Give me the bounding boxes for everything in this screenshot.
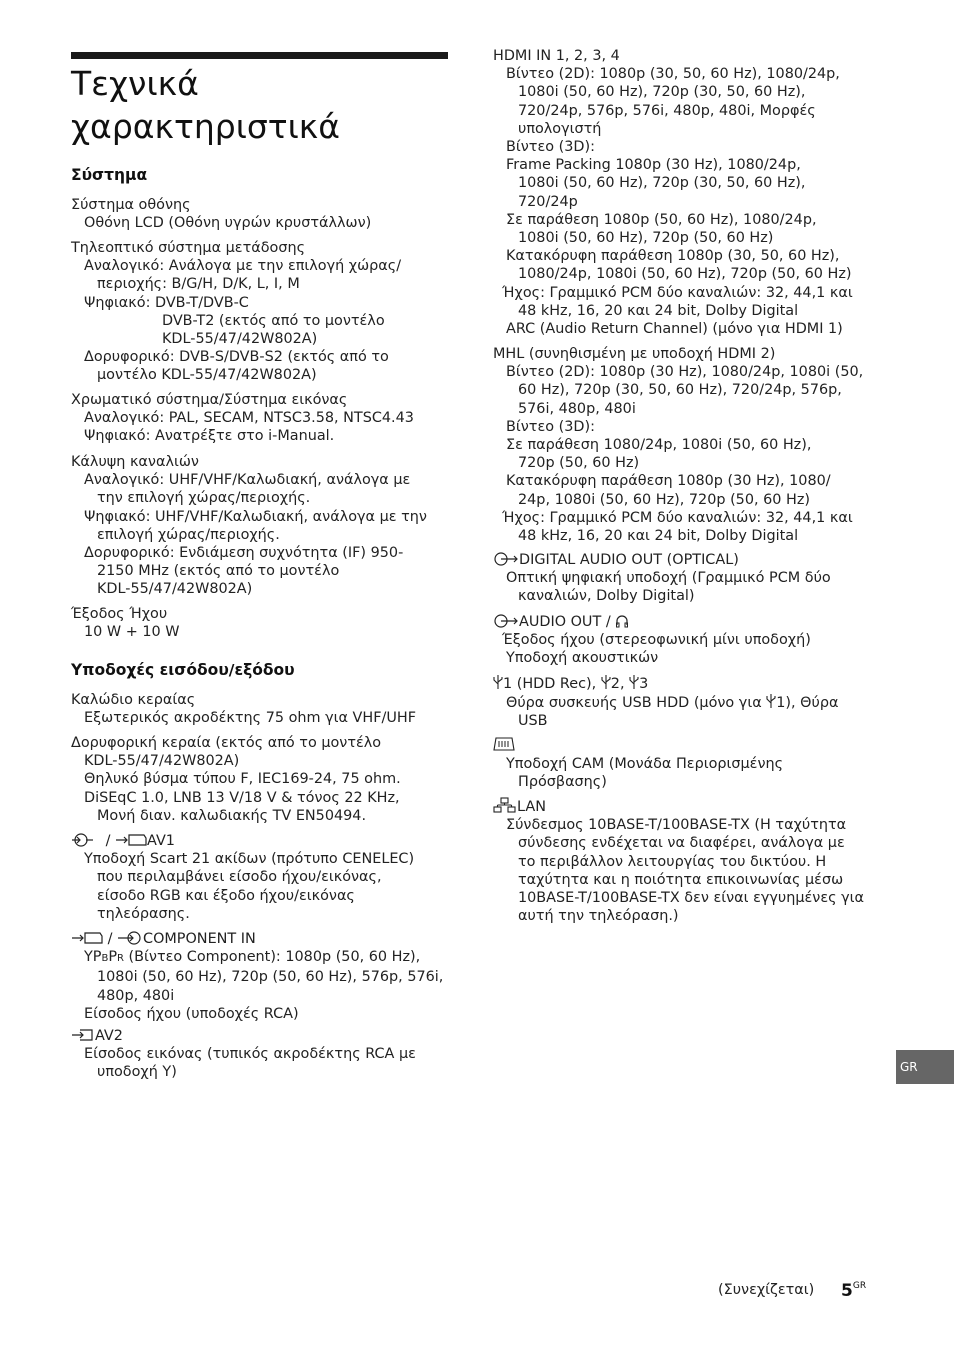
spec-line: Υποδοχή ακουστικών (506, 650, 659, 667)
usb-line-part: Θύρα συσκευής USB HDD (μόνο για (506, 695, 762, 712)
spec-line: Ήχος: Γραμμικό PCM δύο καναλιών: 32, 44,1 και (502, 284, 853, 301)
spec-line: 720p (50, 60 Hz) (518, 455, 640, 472)
spec-line: καναλιών, Dolby Digital) (518, 588, 695, 605)
spec-audio-out (493, 613, 873, 668)
spec-line: Αναλογικό: UHF/VHF/Καλωδιακή, ανάλογα με (84, 472, 411, 489)
spec-heading: Χρωματικό σύστημα/Σύστημα εικόνας (71, 392, 348, 408)
spec-line: Ψηφιακό: UHF/VHF/Καλωδιακή, ανάλογα με την (84, 508, 427, 525)
spec-line: 60 Hz), 720p (30, 50, 60 Hz), 720/24p, 576p, (518, 382, 842, 399)
spec-line: 10BASE-T/100BASE-TX δεν είναι εγγυημένες για (518, 890, 864, 907)
lan-label: LAN (517, 799, 546, 815)
spec-heading: / COMPONENT IN (71, 930, 451, 948)
spec-line: υποδοχή Y) (97, 1064, 177, 1081)
spec-line: Αναλογικό: Ανάλογα με την επιλογή χώρας/ (84, 258, 402, 275)
spec-heading: Έξοδος Ήχου (71, 606, 168, 622)
spec-line: Κατακόρυφη παράθεση 1080p (30, 50, 60 Hz), (506, 248, 840, 265)
spec-heading: HDMI IN 1, 2, 3, 4 (493, 48, 620, 64)
spec-line: την επιλογή χώρας/περιοχής. (97, 490, 311, 507)
spec-channel-coverage (71, 453, 451, 599)
spec-line: 1080i (50, 60 Hz), 720p (50, 60 Hz) (518, 230, 774, 247)
spec-heading: / AV1 (71, 832, 451, 850)
spec-heading: MHL (συνηθισμένη με υποδοχή HDMI 2) (493, 346, 776, 362)
usb-port-3: 3 (639, 676, 649, 692)
spec-display (71, 196, 451, 232)
spec-line: το περιβάλλον λειτουργίας του δικτύου. Η (518, 853, 827, 870)
page-number-suffix: GR (852, 1281, 867, 1291)
spec-line (71, 948, 451, 968)
spec-line: Ψηφιακό: Ανατρέξτε στο i-Manual. (84, 428, 335, 445)
spec-line: Δορυφορικό: Ενδιάμεση συχνότητα (IF) 950- (84, 545, 404, 562)
spec-line: Frame Packing 1080p (30 Hz), 1080/24p, (506, 157, 801, 174)
spec-line: 48 kHz, 16, 20 και 24 bit, Dolby Digital (518, 528, 799, 545)
spec-usb (493, 674, 873, 731)
spec-line: Αναλογικό: PAL, SECAM, NTSC3.58, NTSC4.43 (84, 410, 414, 427)
av2-label: AV2 (95, 1028, 123, 1044)
spec-line: επιλογή χώρας/περιοχής. (97, 526, 280, 543)
spec-heading (493, 551, 873, 569)
usb-icon (493, 674, 503, 690)
spec-line: 480p, 480i (97, 987, 175, 1004)
spec-line (493, 693, 873, 712)
spec-line: Σε παράθεση 1080/24p, 1080i (50, 60 Hz), (506, 437, 812, 454)
spec-line: Υποδοχή Scart 21 ακίδων (πρότυπο CENELEC) (84, 851, 415, 868)
spec-antenna (71, 691, 451, 727)
spec-line: KDL-55/47/42W802A) (162, 331, 318, 348)
comp-desc: (Βίντεο Component): 1080p (50, 60 Hz), (123, 949, 421, 966)
spec-line: Ψηφιακό: DVB-T/DVB-C (84, 294, 249, 311)
usb-icon (629, 674, 639, 690)
output-icon (493, 552, 519, 566)
spec-line: Μονή διαν. καλωδιακής TV EN50494. (97, 807, 367, 824)
page-number (841, 1281, 866, 1301)
output-icon (493, 614, 519, 628)
title-rule (71, 52, 448, 59)
spec-heading (493, 797, 873, 816)
spec-heading (71, 1027, 451, 1045)
comp-y: YP (84, 949, 102, 966)
comp-b: B (101, 953, 109, 965)
audio-out-label: AUDIO OUT / (519, 614, 611, 630)
spec-color-system (71, 391, 451, 446)
spec-line: 24p, 1080i (50, 60 Hz), 720p (50, 60 Hz) (518, 491, 811, 508)
section-io: Υποδοχές εισόδου/εξόδου (71, 661, 295, 679)
spec-audio-output (71, 605, 451, 641)
spec-satellite-antenna (71, 734, 451, 825)
spec-line: αυτή την τηλεόραση.) (518, 908, 679, 925)
input-icon (117, 931, 143, 945)
section-system: Σύστημα (71, 166, 148, 184)
continued-note: (Συνεχίζεται) (718, 1282, 815, 1298)
language-tab: GR (896, 1050, 954, 1084)
spec-line: USB (518, 713, 548, 730)
spec-line: Κατακόρυφη παράθεση 1080p (30 Hz), 1080/ (506, 473, 831, 490)
spec-line: Οπτική ψηφιακή υποδοχή (Γραμμικό PCM δύο (506, 570, 831, 587)
spec-tv-system (71, 239, 451, 385)
spec-value: Οθόνη LCD (Οθόνη υγρών κρυστάλλων) (84, 215, 372, 232)
spec-line: υπολογιστή (518, 120, 602, 137)
spec-line: 720/24p (518, 193, 578, 210)
spec-line: είσοδο RGB και έξοδο ήχου/εικόνας (97, 887, 355, 904)
usb-line-part: 1), Θύρα (776, 695, 839, 712)
spec-line: KDL-55/47/42W802A) (97, 581, 253, 598)
spec-line: 1080i (50, 60 Hz), 720p (30, 50, 60 Hz), (518, 84, 806, 101)
spec-line: τηλεόρασης. (97, 905, 190, 922)
spec-line: Δορυφορικό: DVB-S/DVB-S2 (εκτός από το (84, 349, 389, 366)
spec-line: 48 kHz, 16, 20 και 24 bit, Dolby Digital (518, 302, 799, 319)
spec-line: 1080i (50, 60 Hz), 720p (30, 50, 60 Hz), (518, 175, 806, 192)
cam-slot-icon (493, 736, 515, 752)
spec-digital-audio-out (493, 551, 873, 606)
spec-heading: Καλώδιο κεραίας (71, 692, 196, 708)
spec-line: Σύνδεσμος 10BASE-T/100BASE-TX (Η ταχύτητα (506, 817, 847, 834)
comp-r: R (117, 953, 124, 965)
spec-line: Ήχος: Γραμμικό PCM δύο καναλιών: 32, 44,1 και (502, 509, 853, 526)
input-output-icon (71, 833, 101, 847)
usb-port-2: 2, (610, 676, 625, 692)
spec-line: DVB-T2 (εκτός από το μοντέλο (162, 312, 385, 329)
spec-line: Βίντεο (2D): 1080p (30, 50, 60 Hz), 1080/24p, (506, 66, 840, 83)
spec-hdmi-in (493, 47, 873, 338)
spec-line: DiSEqC 1.0, LNB 13 V/18 V & τόνος 22 KHz, (84, 789, 400, 806)
scart-icon (115, 833, 147, 847)
spec-line: 1080/24p, 1080i (50, 60 Hz), 720p (50, 60 Hz) (518, 266, 852, 283)
spec-heading: Σύστημα οθόνης (71, 197, 191, 213)
spec-line: 2150 MHz (εκτός από το μοντέλο (97, 563, 340, 580)
spec-line: σύνδεσης ενδέχεται να διαφέρει, ανάλογα με (518, 835, 845, 852)
title-line-1: Τεχνικά (71, 64, 199, 103)
component-label: COMPONENT IN (143, 931, 256, 947)
spec-line: Θηλυκό βύσμα τύπου F, IEC169-24, 75 ohm. (84, 771, 401, 788)
spec-mhl (493, 345, 873, 545)
headphones-icon (615, 614, 629, 628)
spec-line: Υποδοχή CAM (Μονάδα Περιορισμένης (506, 756, 784, 773)
page-title (71, 62, 451, 148)
spec-line: Είσοδος εικόνας (τυπικός ακροδέκτης RCA με (84, 1046, 416, 1063)
spec-line: που περιλαμβάνει είσοδο ήχου/εικόνας, (97, 869, 382, 886)
spec-line: Έξοδος ήχου (στερεοφωνική μίνι υποδοχή) (502, 632, 811, 649)
av1-label: AV1 (147, 833, 175, 849)
lan-icon (493, 797, 517, 813)
page-number-value: 5 (841, 1281, 853, 1301)
spec-heading (493, 613, 873, 631)
usb-icon (601, 674, 611, 690)
spec-line: Βίντεο (3D): (506, 139, 595, 156)
spec-line: Σε παράθεση 1080p (50, 60 Hz), 1080/24p, (506, 211, 817, 228)
spec-line: ταχύτητα και η ποιότητα επικοινωνίας μέσω (518, 871, 844, 888)
spec-heading: Δορυφορική κεραία (εκτός από το μοντέλο (71, 735, 382, 751)
spec-line: μοντέλο KDL-55/47/42W802A) (97, 367, 317, 384)
spec-line: Βίντεο (3D): (506, 418, 595, 435)
usb-icon (766, 693, 776, 709)
av2-input-icon (71, 1028, 95, 1042)
spec-line: ARC (Audio Return Channel) (μόνο για HDMI 1) (506, 321, 843, 338)
spec-av1 (71, 832, 451, 923)
spec-component-in (71, 930, 451, 1023)
spec-heading (493, 736, 873, 755)
spec-cam (493, 736, 873, 792)
spec-line: Βίντεο (2D): 1080p (30 Hz), 1080/24p, 1080i (50, (506, 364, 864, 381)
title-line-2: χαρακτηριστικά (71, 107, 341, 146)
spec-line: Εξωτερικός ακροδέκτης 75 ohm για VHF/UHF (84, 710, 416, 727)
spec-lan (493, 797, 873, 925)
spec-line: Είσοδος ήχου (υποδοχές RCA) (84, 1005, 299, 1022)
spec-line: KDL-55/47/42W802A) (84, 753, 240, 770)
spec-line: 10 W + 10 W (84, 624, 180, 641)
spec-heading: Κάλυψη καναλιών (71, 454, 199, 470)
spec-heading (493, 674, 873, 693)
spec-heading: Τηλεοπτικό σύστημα μετάδοσης (71, 240, 306, 256)
usb-port-1: 1 (HDD Rec), (503, 676, 597, 692)
spec-line: περιοχής: B/G/H, D/K, L, I, M (97, 276, 300, 293)
spec-av2 (71, 1027, 451, 1082)
digital-audio-label: DIGITAL AUDIO OUT (OPTICAL) (519, 552, 739, 568)
spec-line: 1080i (50, 60 Hz), 720p (50, 60 Hz), 576p, 576i, (97, 969, 444, 986)
spec-line: Πρόσβασης) (518, 774, 607, 791)
spec-line: 576i, 480p, 480i (518, 400, 636, 417)
component-icon (71, 931, 103, 945)
comp-p: P (108, 949, 118, 966)
spec-line: 720/24p, 576p, 576i, 480p, 480i, Μορφές (518, 102, 816, 119)
